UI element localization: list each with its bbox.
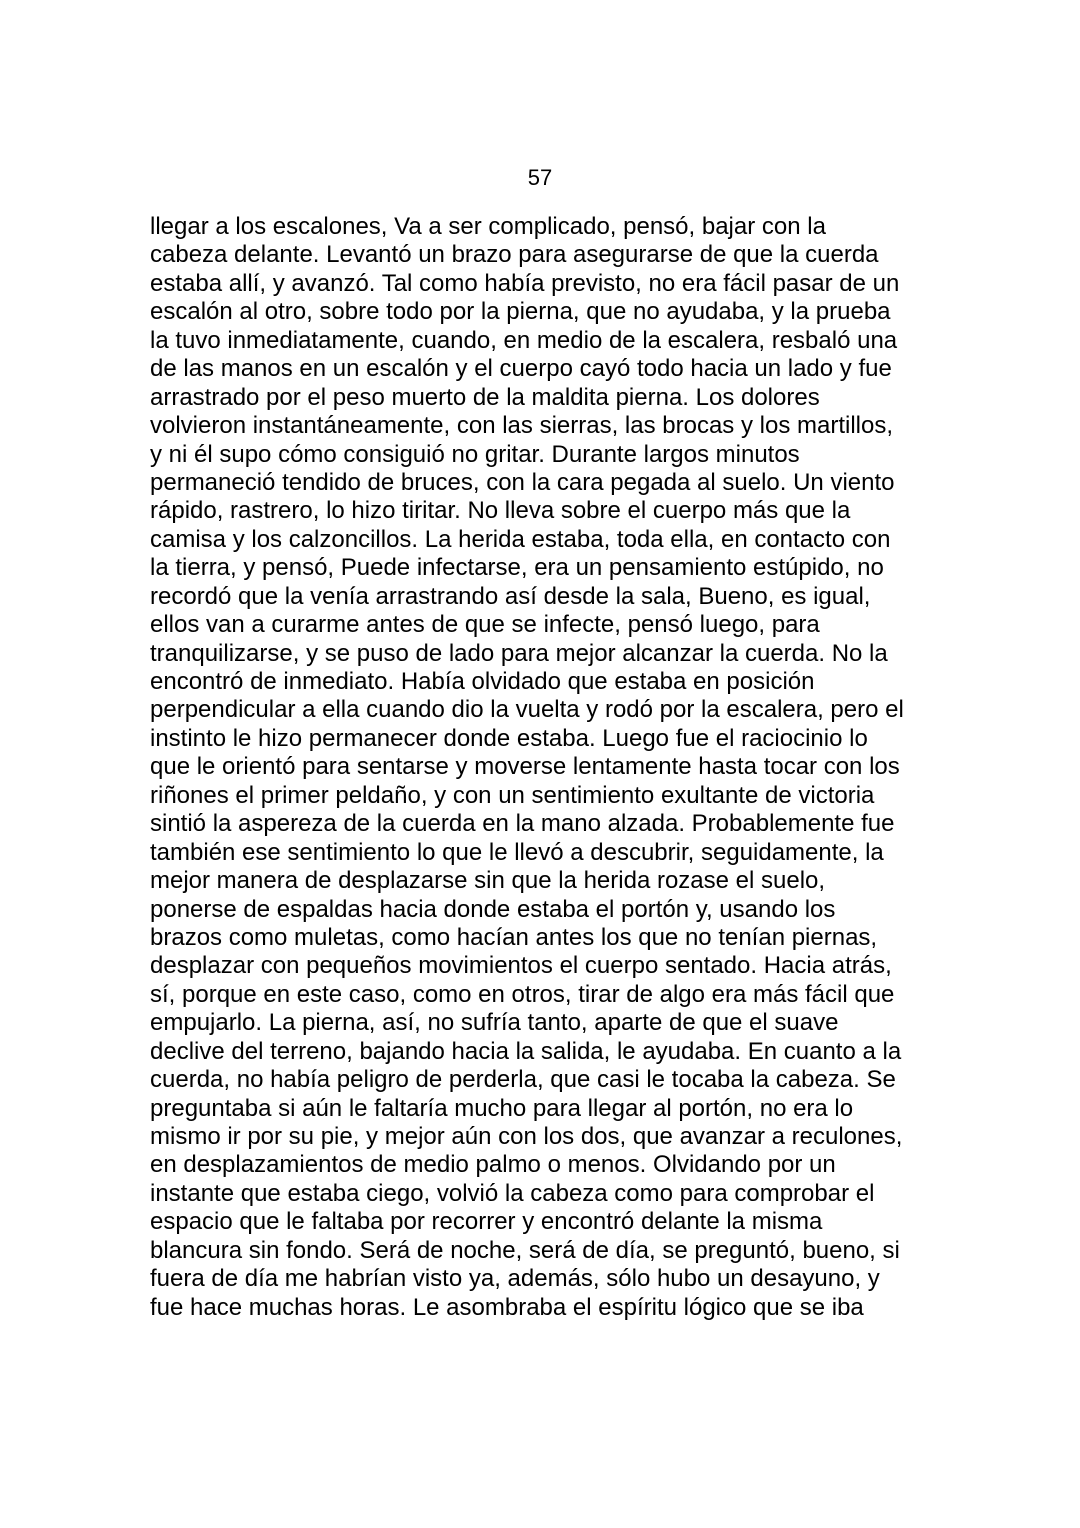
text-line: instante que estaba ciego, volvió la cabeza como para comprobar el xyxy=(150,1179,875,1207)
text-line: en desplazamientos de medio palmo o menos. Olvidando por un xyxy=(150,1151,836,1179)
text-line: tranquilizarse, y se puso de lado para mejor alcanzar la cuerda. No la xyxy=(150,639,888,667)
text-line: permaneció tendido de bruces, con la cara pegada al suelo. Un viento xyxy=(150,468,895,496)
text-line: y ni él supo cómo consiguió no gritar. Durante largos minutos xyxy=(150,440,800,468)
text-line: preguntaba si aún le faltaría mucho para llegar al portón, no era lo xyxy=(150,1094,854,1122)
text-line: encontró de inmediato. Había olvidado que estaba en posición xyxy=(150,668,815,695)
text-line: cuerda, no había peligro de perderla, que casi le tocaba la cabeza. Se xyxy=(150,1066,896,1094)
text-line: empujarlo. La pierna, así, no sufría tanto, aparte de que el suave xyxy=(150,1009,839,1037)
body-text xyxy=(150,213,930,1322)
text-line: también ese sentimiento lo que le llevó a descubrir, seguidamente, la xyxy=(150,838,884,866)
text-line: sintió la aspereza de la cuerda en la mano alzada. Probablemente fue xyxy=(150,810,895,838)
page-number: 57 xyxy=(527,165,553,190)
text-line: ponerse de espaldas hacia donde estaba el portón y, usando los xyxy=(150,895,836,923)
text-line: fue hace muchas horas. Le asombraba el espíritu lógico que se iba xyxy=(150,1293,864,1321)
text-line: la tierra, y pensó, Puede infectarse, era un pensamiento estúpido, no xyxy=(150,554,884,582)
text-line: llegar a los escalones, Va a ser complicado, pensó, bajar con la xyxy=(150,213,826,240)
text-line: la tuvo inmediatamente, cuando, en medio de la escalera, resbaló una xyxy=(150,326,898,354)
text-line: escalón al otro, sobre todo por la pierna, que no ayudaba, y la prueba xyxy=(150,298,891,326)
text-line: mismo ir por su pie, y mejor aún con los dos, que avanzar a reculones, xyxy=(150,1123,903,1150)
text-line: riñones el primer peldaño, y con un sentimiento exultante de victoria xyxy=(150,781,875,809)
text-line: espacio que le faltaba por recorrer y encontró delante la misma xyxy=(150,1208,823,1236)
text-line: desplazar con pequeños movimientos el cuerpo sentado. Hacia atrás, xyxy=(150,952,892,980)
text-line: mejor manera de desplazarse sin que la herida rozase el suelo, xyxy=(150,867,826,895)
text-line: rápido, rastrero, lo hizo tiritar. No lleva sobre el cuerpo más que la xyxy=(150,497,851,525)
text-line: sí, porque en este caso, como en otros, tirar de algo era más fácil que xyxy=(150,980,895,1008)
text-line: cabeza delante. Levantó un brazo para asegurarse de que la cuerda xyxy=(150,241,879,269)
text-line: camisa y los calzoncillos. La herida estaba, toda ella, en contacto con xyxy=(150,525,891,553)
text-line: perpendicular a ella cuando dio la vuelta y rodó por la escalera, pero el xyxy=(150,696,904,724)
text-line: de las manos en un escalón y el cuerpo cayó todo hacia un lado y fue xyxy=(150,355,892,383)
text-line: declive del terreno, bajando hacia la salida, le ayudaba. En cuanto a la xyxy=(150,1037,902,1065)
text-line: brazos como muletas, como hacían antes los que no tenían piernas, xyxy=(150,923,878,951)
text-line: arrastrado por el peso muerto de la maldita pierna. Los dolores xyxy=(150,383,820,411)
text-line: blancura sin fondo. Será de noche, será de día, se preguntó, bueno, si xyxy=(150,1236,900,1264)
text-line: volvieron instantáneamente, con las sierras, las brocas y los martillos, xyxy=(150,412,893,440)
text-line: recordó que la venía arrastrando así desde la sala, Bueno, es igual, xyxy=(150,582,871,610)
text-line: estaba allí, y avanzó. Tal como había previsto, no era fácil pasar de un xyxy=(150,269,900,297)
text-line: instinto le hizo permanecer donde estaba. Luego fue el raciocinio lo xyxy=(150,724,868,752)
text-line: fuera de día me habrían visto ya, además, sólo hubo un desayuno, y xyxy=(150,1265,880,1293)
text-line: que le orientó para sentarse y moverse lentamente hasta tocar con los xyxy=(150,753,900,781)
text-line: ellos van a curarme antes de que se infecte, pensó luego, para xyxy=(150,611,820,639)
